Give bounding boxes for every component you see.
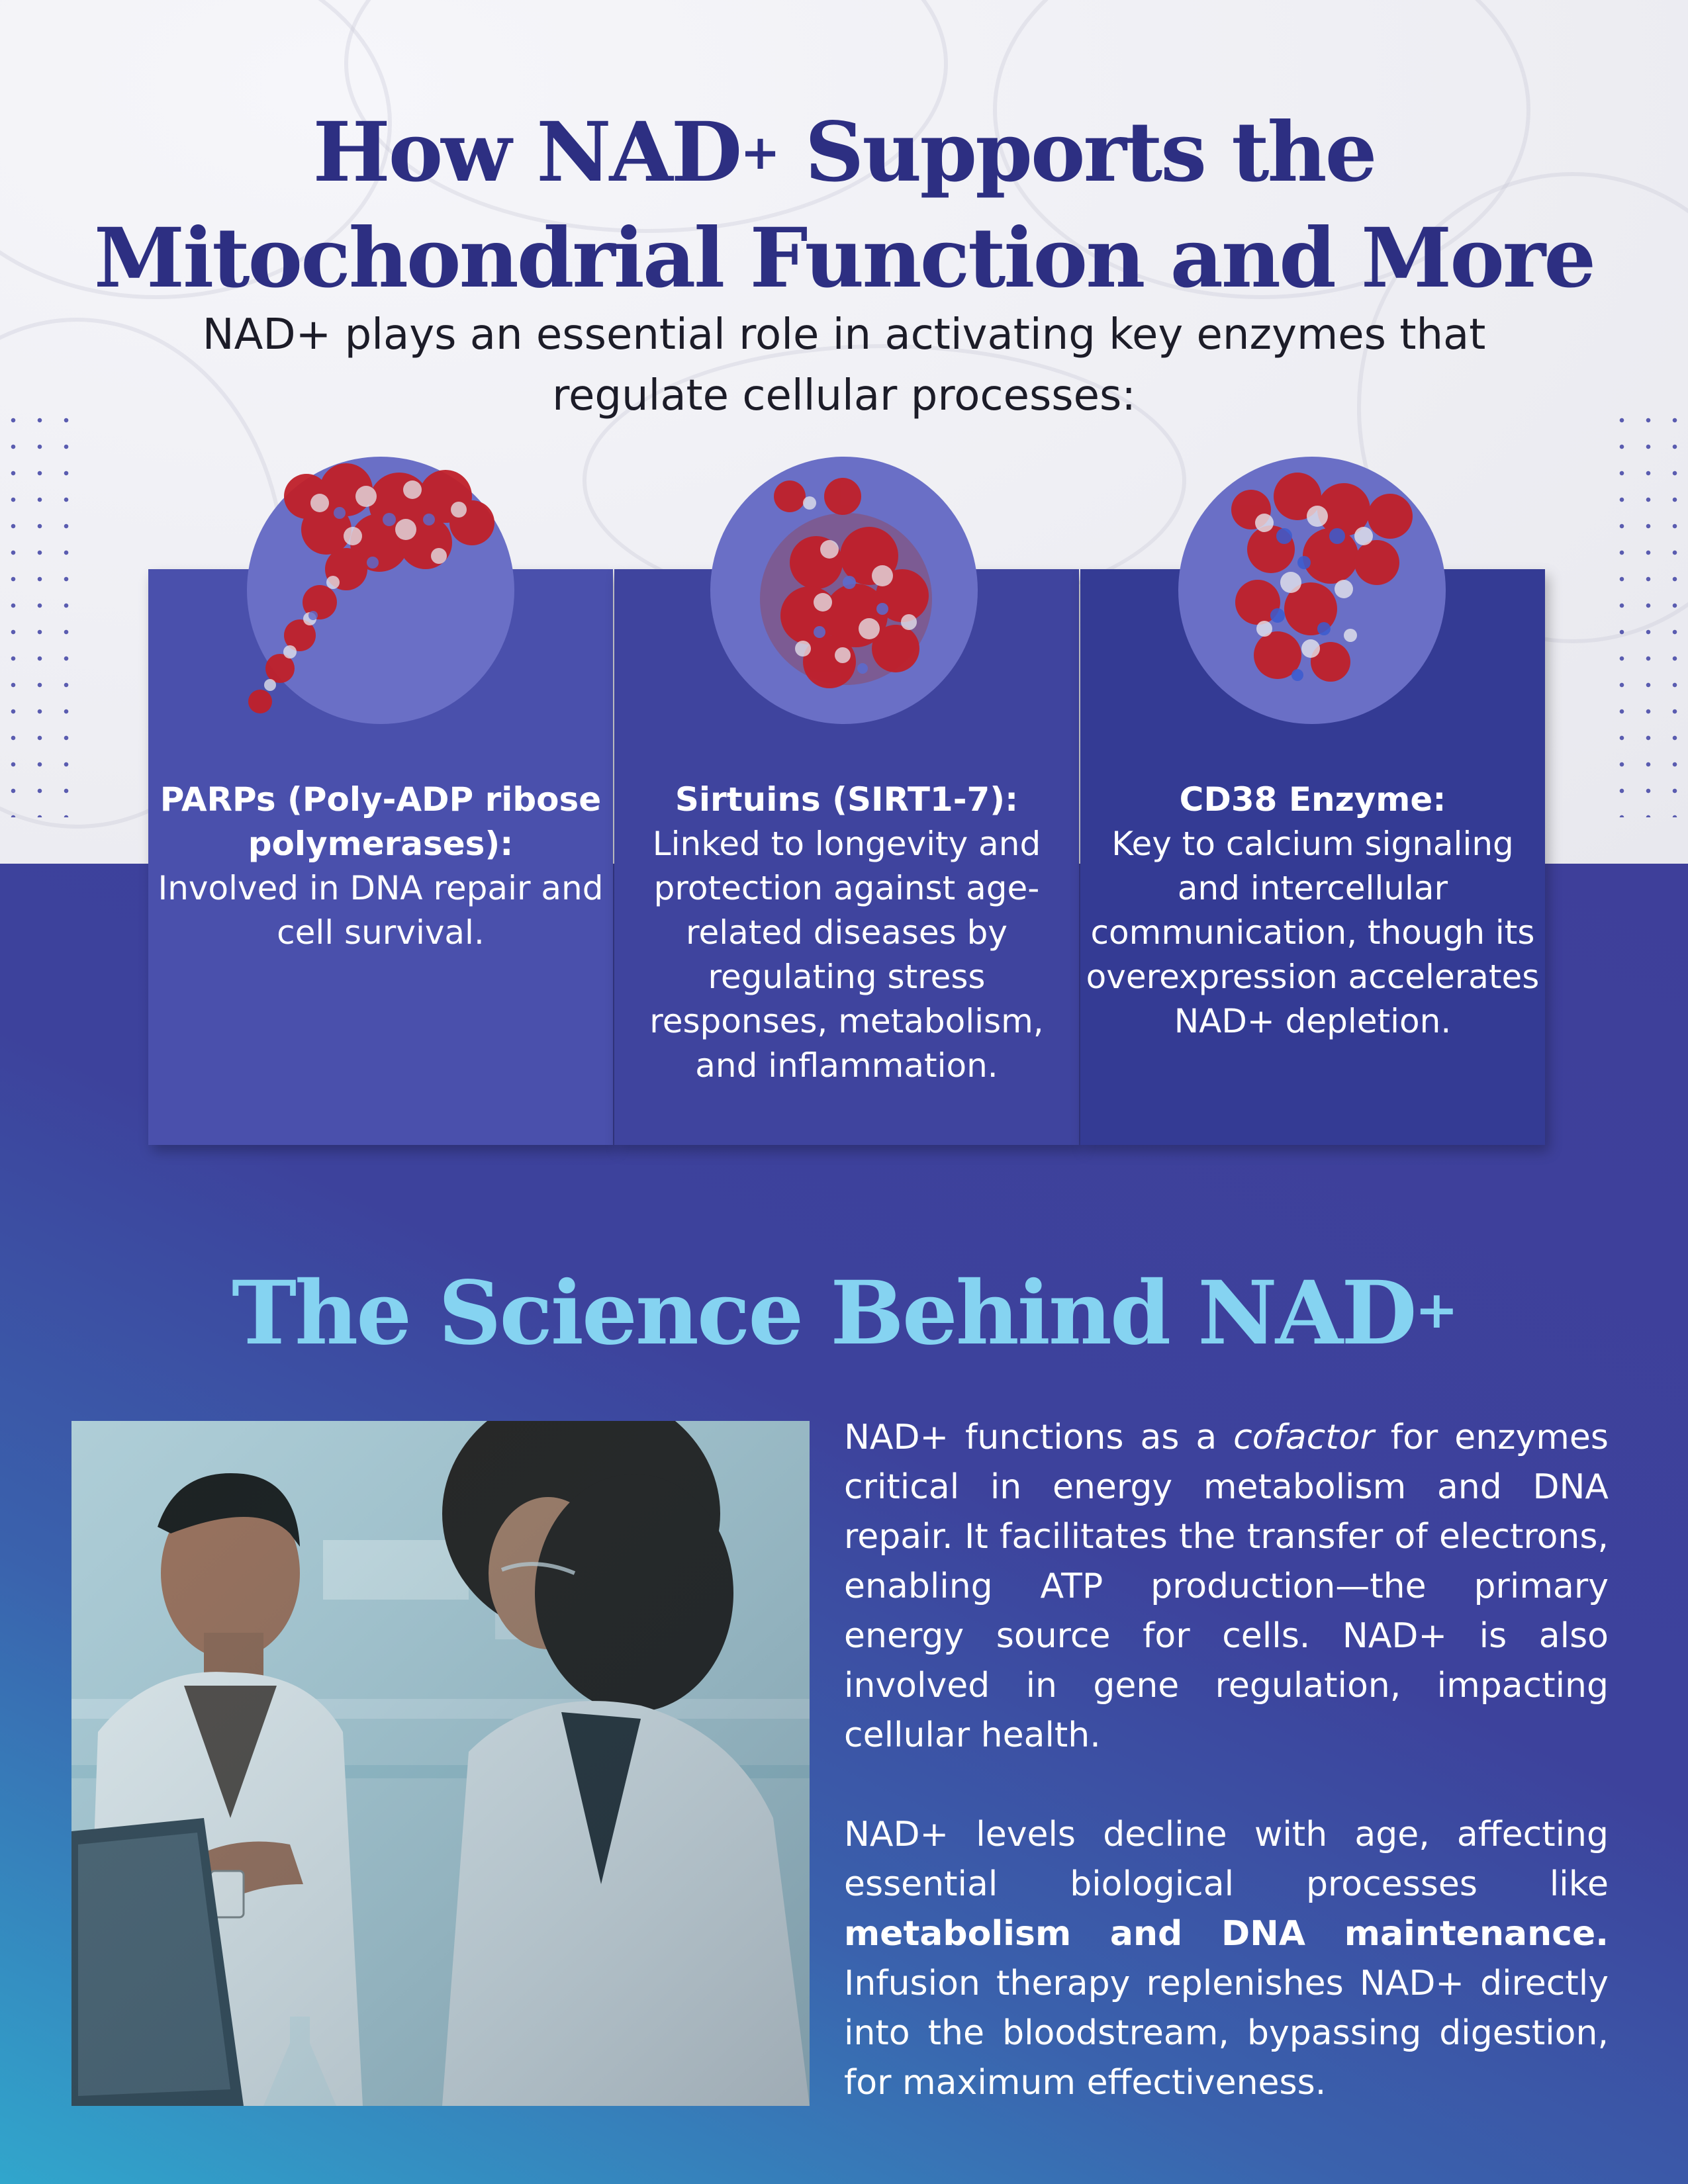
card-title: CD38 Enzyme:	[1179, 780, 1446, 819]
dot-grid-left	[0, 407, 79, 817]
card-text	[614, 778, 1079, 1088]
sirtuin-molecule-image	[710, 457, 978, 724]
dot-grid-right	[1609, 407, 1688, 817]
molecule-icon	[710, 457, 978, 724]
paragraph-text: Infusion therapy replenishes NAD+ directly into the bloodstream, bypassing digestion, for maximum effectiveness.	[844, 1964, 1609, 2103]
title-text: How NAD	[312, 105, 741, 201]
scientists-photo	[71, 1421, 810, 2106]
subtitle: NAD+ plays an essential role in activating key enzymes that regulate cellular processes:	[202, 310, 1486, 420]
scientists-photo-illustration	[71, 1421, 810, 2106]
science-section-title	[0, 1254, 1688, 1370]
emphasis-text: cofactor	[1233, 1418, 1374, 1457]
cd38-molecule-image	[1178, 457, 1446, 724]
molecule-icon	[247, 457, 514, 724]
title-text: Supports the	[778, 105, 1376, 201]
parp-molecule-image	[247, 457, 514, 724]
card-title: Sirtuins (SIRT1-7):	[675, 780, 1019, 819]
title-plus: +	[740, 124, 778, 180]
card-description: Linked to longevity and protection against age-related diseases by regulating stress responses, metabolism, and inflammation.	[649, 825, 1044, 1085]
paragraph-text: for enzymes critical in energy metabolism and DNA repair. It facilitates the transfer of electrons, enabling ATP production—the primary energy source for cells. NAD+ is also involved in gene regulation, impacting cellular health.	[844, 1418, 1609, 1755]
title-line-2: Mitochondrial Function and More	[93, 210, 1595, 306]
bold-text: metabolism and DNA maintenance.	[844, 1914, 1609, 1954]
title-line-1	[0, 99, 1688, 206]
card-text	[148, 778, 613, 955]
paragraph-text: NAD+ functions as a	[844, 1418, 1234, 1457]
page-title	[0, 99, 1688, 312]
card-text	[1080, 778, 1545, 1044]
molecule-icon	[1178, 457, 1446, 724]
section-title-text: The Science Behind NAD	[231, 1262, 1415, 1365]
science-paragraph-2	[844, 1810, 1609, 2108]
section-title-plus: +	[1415, 1280, 1457, 1340]
card-description: Key to calcium signaling and intercellular communication, though its overexpression accelerates NAD+ depletion.	[1086, 825, 1540, 1040]
card-description: Involved in DNA repair and cell survival.	[158, 869, 604, 952]
science-paragraph-1	[844, 1413, 1609, 1760]
paragraph-text: NAD+ levels decline with age, affecting essential biological processes like	[844, 1815, 1609, 1904]
card-title: PARPs (Poly-ADP ribose polymerases):	[160, 780, 602, 863]
